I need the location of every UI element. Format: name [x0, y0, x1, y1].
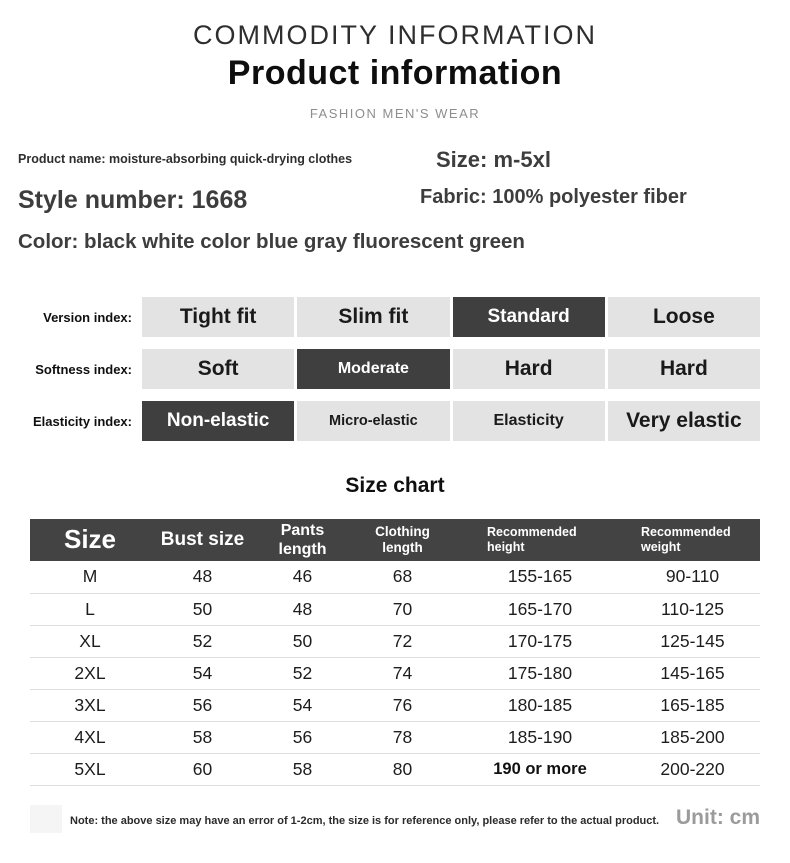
- index-option: Elasticity: [453, 401, 605, 441]
- table-cell-clothing: 74: [350, 657, 455, 689]
- table-cell-weight: 145-165: [625, 657, 760, 689]
- size-chart-table: [30, 519, 760, 786]
- page-header: [0, 0, 790, 121]
- table-row: [30, 753, 760, 785]
- table-cell-bust: 58: [150, 721, 255, 753]
- column-header: Recommended height: [455, 519, 625, 561]
- header-row: [30, 519, 760, 561]
- fashion-tagline: FASHION MEN'S WEAR: [309, 106, 481, 121]
- table-cell-height: 175-180: [455, 657, 625, 689]
- table-row: [30, 593, 760, 625]
- details-row-1: [18, 147, 772, 173]
- table-cell-height: 165-170: [455, 593, 625, 625]
- size-note: Note: the above size may have an error of 1-2cm, the size is for reference only, please refer to the actual product.: [70, 814, 660, 827]
- table-cell-weight: 185-200: [625, 721, 760, 753]
- table-cell-height: 180-185: [455, 689, 625, 721]
- column-header: Recommended weight: [625, 519, 760, 561]
- unit-label: Unit: cm: [676, 805, 760, 829]
- product-details: [0, 147, 790, 254]
- index-options: [142, 297, 760, 337]
- index-row: [30, 349, 760, 389]
- watermark-square: [30, 805, 62, 833]
- size-chart-header: [30, 519, 760, 561]
- index-option: Very elastic: [608, 401, 760, 441]
- table-cell-bust: 50: [150, 593, 255, 625]
- table-cell-size: L: [30, 593, 150, 625]
- page-footer: [30, 802, 760, 848]
- fabric-info: Fabric: 100% polyester fiber: [420, 186, 687, 208]
- table-cell-clothing: 78: [350, 721, 455, 753]
- table-cell-bust: 48: [150, 561, 255, 593]
- product-name: Product name: moisture-absorbing quick-drying clothes: [18, 152, 353, 166]
- table-cell-pants: 48: [255, 593, 350, 625]
- table-cell-weight: 165-185: [625, 689, 760, 721]
- table-cell-weight: 110-125: [625, 593, 760, 625]
- table-cell-pants: 58: [255, 753, 350, 785]
- table-cell-size: M: [30, 561, 150, 593]
- table-cell-size: XL: [30, 625, 150, 657]
- table-cell-size: 4XL: [30, 721, 150, 753]
- index-ratings: [30, 297, 760, 441]
- table-cell-clothing: 70: [350, 593, 455, 625]
- table-cell-size: 3XL: [30, 689, 150, 721]
- style-number: Style number: 1668: [18, 186, 248, 214]
- table-cell-height: 155-165: [455, 561, 625, 593]
- table-cell-pants: 50: [255, 625, 350, 657]
- index-row: [30, 297, 760, 337]
- table-cell-height: 170-175: [455, 625, 625, 657]
- index-option: Loose: [608, 297, 760, 337]
- table-cell-bust: 52: [150, 625, 255, 657]
- size-chart-body: [30, 561, 760, 785]
- table-cell-clothing: 72: [350, 625, 455, 657]
- details-row-2: [18, 186, 772, 215]
- table-cell-bust: 60: [150, 753, 255, 785]
- column-header: Pants length: [255, 519, 350, 561]
- column-header: Size: [30, 519, 150, 561]
- index-option: Hard: [453, 349, 605, 389]
- column-header: Clothing length: [350, 519, 455, 561]
- page-title: Product information: [227, 54, 563, 92]
- table-cell-weight: 90-110: [625, 561, 760, 593]
- index-label: Softness index:: [35, 361, 132, 377]
- size-range: Size: m-5xl: [436, 147, 551, 172]
- table-row: [30, 689, 760, 721]
- index-options: [142, 401, 760, 441]
- table-cell-pants: 46: [255, 561, 350, 593]
- table-cell-weight: 200-220: [625, 753, 760, 785]
- table-row: [30, 561, 760, 593]
- table-cell-weight: 125-145: [625, 625, 760, 657]
- table-row: [30, 657, 760, 689]
- column-header: Bust size: [150, 519, 255, 561]
- index-option: Micro-elastic: [297, 401, 449, 441]
- index-label: Elasticity index:: [33, 413, 132, 429]
- index-label: Version index:: [43, 309, 132, 325]
- table-cell-pants: 56: [255, 721, 350, 753]
- index-option: Slim fit: [297, 297, 449, 337]
- table-row: [30, 625, 760, 657]
- table-cell-bust: 54: [150, 657, 255, 689]
- table-cell-size: 2XL: [30, 657, 150, 689]
- index-option-selected: Non-elastic: [142, 401, 294, 441]
- commodity-information-heading: COMMODITY INFORMATION: [193, 20, 597, 50]
- color-options: Color: black white color blue gray fluorescent green: [18, 230, 525, 253]
- table-cell-pants: 52: [255, 657, 350, 689]
- table-cell-pants: 54: [255, 689, 350, 721]
- table-cell-bust: 56: [150, 689, 255, 721]
- index-row: [30, 401, 760, 441]
- index-option: Soft: [142, 349, 294, 389]
- size-chart-title: Size chart: [345, 474, 445, 497]
- index-option: Tight fit: [142, 297, 294, 337]
- index-option: Hard: [608, 349, 760, 389]
- table-cell-clothing: 76: [350, 689, 455, 721]
- table-cell-height: 185-190: [455, 721, 625, 753]
- table-row: [30, 721, 760, 753]
- index-options: [142, 349, 760, 389]
- table-cell-clothing: 68: [350, 561, 455, 593]
- table-cell-size: 5XL: [30, 753, 150, 785]
- index-option-selected: Standard: [453, 297, 605, 337]
- index-option-selected: Moderate: [297, 349, 449, 389]
- table-cell-clothing: 80: [350, 753, 455, 785]
- table-cell-height: 190 or more: [455, 753, 625, 785]
